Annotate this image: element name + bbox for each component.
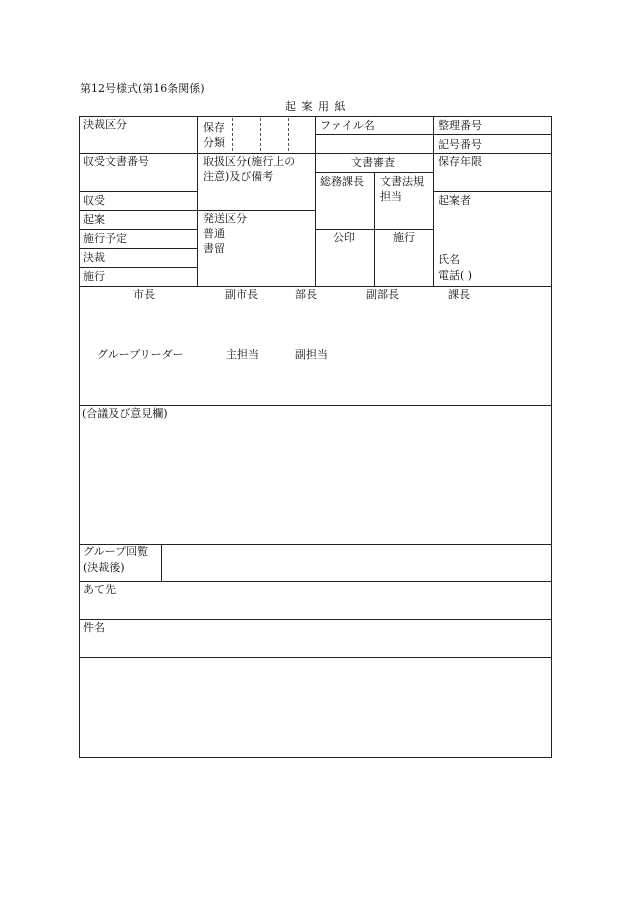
dashed-divider — [232, 118, 233, 151]
grid-line — [197, 116, 198, 286]
approver-main-staff-label: 主担当 — [226, 348, 259, 361]
serial-number-label: 整理番号 — [438, 119, 482, 132]
circulation-label: グループ回覧 — [83, 545, 149, 558]
drafter-name-label: 氏名 — [438, 253, 460, 266]
approver-deputy-director-label: 副部長 — [366, 288, 399, 301]
addressee-field — [80, 598, 550, 618]
approver-group-leader-label: グループリーダー — [97, 348, 184, 361]
subject-field — [80, 636, 550, 656]
circulation-field — [162, 545, 550, 580]
retention-class-label: 保存 — [203, 121, 225, 134]
grid-line — [374, 172, 375, 286]
handling-label: 注意)及び備考 — [203, 170, 274, 183]
enforced-label: 施行 — [83, 270, 105, 283]
dashed-divider — [260, 118, 261, 151]
received-label: 収受 — [83, 194, 105, 207]
form-number: 第12号様式(第16条関係) — [80, 82, 205, 95]
legal-staff-label: 文書法規 — [380, 175, 424, 188]
consultation-area — [80, 406, 550, 543]
document-number-label: 記号番号 — [438, 138, 482, 151]
handling-label: 取扱区分(施行上の — [203, 155, 296, 168]
approver-section-chief-label: 課長 — [448, 288, 470, 301]
grid-line — [79, 248, 197, 249]
drafted-label: 起案 — [83, 213, 105, 226]
doc-review-label: 文書審査 — [351, 156, 395, 169]
scheduled-label: 施行予定 — [83, 232, 127, 245]
approval-stamp-area — [80, 287, 550, 404]
retention-class-label: 分類 — [203, 136, 225, 149]
decided-label: 決裁 — [83, 251, 105, 264]
body-area — [80, 658, 550, 756]
addressee-label: あて先 — [83, 583, 116, 596]
official-seal-label: 公印 — [333, 231, 355, 244]
grid-line — [79, 267, 197, 268]
grid-line — [79, 191, 197, 192]
drafter-label: 起案者 — [438, 194, 471, 207]
dispatch-label: 発送区分 — [203, 212, 247, 225]
dispatch-option-normal: 普通 — [203, 227, 225, 240]
file-name-label: ファイル名 — [320, 119, 375, 132]
general-affairs-chief-label: 総務課長 — [320, 175, 364, 188]
decision-category-label: 決裁区分 — [83, 118, 127, 131]
subject-label: 件名 — [83, 621, 105, 634]
dashed-divider — [288, 118, 289, 151]
legal-staff-label: 担当 — [380, 190, 402, 203]
drafter-phone-label: 電話( ) — [438, 269, 473, 282]
approver-director-label: 部長 — [295, 288, 317, 301]
enforcement-check-label: 施行 — [393, 231, 415, 244]
grid-line — [79, 619, 551, 620]
dispatch-option-registered: 書留 — [203, 242, 225, 255]
consultation-label: (合議及び意見欄) — [82, 407, 168, 420]
received-doc-number-label: 収受文書番号 — [83, 155, 149, 168]
grid-line — [315, 116, 316, 286]
approver-sub-staff-label: 副担当 — [295, 348, 328, 361]
retention-period-label: 保存年限 — [438, 155, 482, 168]
circulation-label: (決裁後) — [83, 561, 125, 574]
approver-deputy-mayor-label: 副市長 — [225, 288, 258, 301]
grid-line — [433, 116, 434, 286]
form-title: 起 案 用 紙 — [285, 100, 347, 113]
grid-line — [79, 229, 197, 230]
grid-line — [79, 581, 551, 582]
approver-mayor-label: 市長 — [133, 288, 155, 301]
grid-line — [433, 191, 551, 192]
